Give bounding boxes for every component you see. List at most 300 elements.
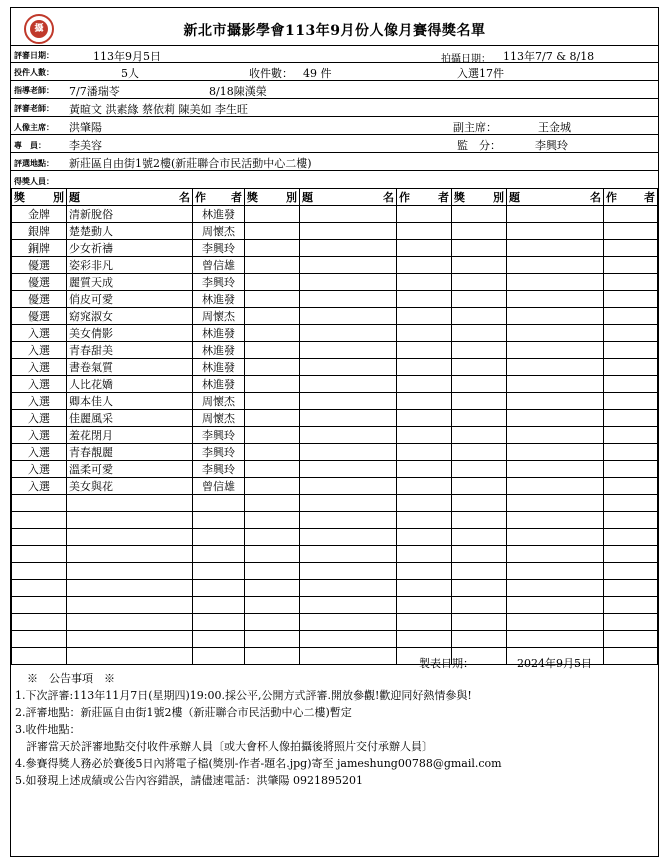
table-row <box>12 427 658 444</box>
author-cell <box>604 444 658 461</box>
award-cell <box>452 461 507 478</box>
award-cell <box>452 410 507 427</box>
award-cell <box>245 393 300 410</box>
author-cell <box>193 512 245 529</box>
award-cell: 優選 <box>12 274 67 291</box>
author-cell: 李興玲 <box>193 240 245 257</box>
title-cell <box>507 546 604 563</box>
award-cell: 優選 <box>12 308 67 325</box>
title-cell <box>507 563 604 580</box>
title-cell: 青春甜美 <box>67 342 193 359</box>
notice-item: 評審當天於評審地點交付收件承辦人員〔或大會杯人像拍攝後將照片交付承辦人員〕 <box>15 740 433 753</box>
author-cell: 李興玲 <box>193 274 245 291</box>
award-sheet <box>10 7 659 857</box>
author-cell <box>397 223 452 240</box>
award-cell: 優選 <box>12 291 67 308</box>
title-cell: 美女倩影 <box>67 325 193 342</box>
author-cell <box>193 597 245 614</box>
author-cell <box>397 597 452 614</box>
award-cell <box>12 546 67 563</box>
author-cell <box>604 529 658 546</box>
title-cell <box>300 597 397 614</box>
header-author: 作 者 <box>604 189 658 206</box>
award-cell: 銀牌 <box>12 223 67 240</box>
title-cell: 人比花嬌 <box>67 376 193 393</box>
table-row <box>12 206 658 223</box>
award-cell <box>452 529 507 546</box>
title-cell <box>507 478 604 495</box>
award-cell: 優選 <box>12 257 67 274</box>
author-cell <box>604 257 658 274</box>
title-cell <box>507 529 604 546</box>
author-cell <box>604 631 658 648</box>
header-author: 作 者 <box>193 189 245 206</box>
author-cell <box>397 257 452 274</box>
table-row <box>12 223 658 240</box>
author-cell <box>397 393 452 410</box>
author-cell <box>604 325 658 342</box>
author-cell: 周懷杰 <box>193 410 245 427</box>
author-cell: 周懷杰 <box>193 393 245 410</box>
award-cell <box>452 546 507 563</box>
author-cell <box>397 529 452 546</box>
notice-title: ※ 公告事項 ※ <box>27 672 115 685</box>
award-cell <box>245 512 300 529</box>
vice-chair-label: 副主席： <box>453 121 497 134</box>
received-label: 收件數： <box>249 67 293 80</box>
table-row <box>12 410 658 427</box>
title-cell <box>300 478 397 495</box>
table-row <box>12 597 658 614</box>
divider <box>11 62 658 63</box>
title-cell <box>507 359 604 376</box>
award-cell <box>452 240 507 257</box>
award-cell <box>245 257 300 274</box>
award-cell <box>452 342 507 359</box>
instructor-label: 指導老師： <box>14 85 54 95</box>
award-cell <box>245 342 300 359</box>
author-cell <box>604 512 658 529</box>
table-row <box>12 512 658 529</box>
award-cell <box>12 614 67 631</box>
supervisor-label: 監 分： <box>457 139 501 152</box>
winners-label: 得獎人員： <box>14 176 54 186</box>
author-cell <box>397 512 452 529</box>
chair: 洪肇陽 <box>69 121 102 134</box>
table-row <box>12 580 658 597</box>
notice-item: 5.如發現上述成績或公告內容錯誤，請儘速電話：洪肇陽 0921895201 <box>15 774 363 787</box>
award-cell <box>245 325 300 342</box>
award-cell <box>452 325 507 342</box>
title-cell <box>300 308 397 325</box>
table-row <box>12 274 658 291</box>
author-cell <box>397 546 452 563</box>
table-row <box>12 563 658 580</box>
title-cell <box>300 223 397 240</box>
title-cell: 清新脫俗 <box>67 206 193 223</box>
award-cell <box>452 308 507 325</box>
award-cell <box>452 597 507 614</box>
title-cell <box>507 444 604 461</box>
award-cell <box>245 240 300 257</box>
award-cell <box>452 580 507 597</box>
title-cell: 書卷氣質 <box>67 359 193 376</box>
table-row <box>12 325 658 342</box>
author-cell <box>397 461 452 478</box>
award-cell <box>12 597 67 614</box>
table-row <box>12 461 658 478</box>
table-row <box>12 393 658 410</box>
author-cell <box>397 240 452 257</box>
title-cell <box>67 529 193 546</box>
table-row <box>12 291 658 308</box>
author-cell: 李興玲 <box>193 444 245 461</box>
author-cell: 林進發 <box>193 291 245 308</box>
title-cell <box>300 512 397 529</box>
header-award: 獎 別 <box>12 189 67 206</box>
award-cell <box>245 223 300 240</box>
divider <box>11 134 658 135</box>
director: 李美容 <box>69 139 102 152</box>
title-cell <box>300 342 397 359</box>
title-cell <box>300 376 397 393</box>
author-cell <box>193 529 245 546</box>
award-cell <box>245 376 300 393</box>
awards-table <box>11 188 658 665</box>
title-cell: 楚楚動人 <box>67 223 193 240</box>
author-cell <box>397 427 452 444</box>
header-title: 題 名 <box>67 189 193 206</box>
award-cell <box>245 444 300 461</box>
author-cell: 林進發 <box>193 342 245 359</box>
title-cell <box>300 274 397 291</box>
author-cell <box>193 580 245 597</box>
judges: 黃暄文 洪素緣 蔡依莉 陳美如 李生旺 <box>69 103 248 116</box>
award-cell <box>12 495 67 512</box>
title-cell <box>507 342 604 359</box>
notice-item: 2.評審地點：新莊區自由街1號2樓（新莊聯合市民活動中心二樓)暫定 <box>15 706 352 719</box>
received: 49 件 <box>303 67 332 80</box>
chair-label: 人像主席： <box>14 122 54 132</box>
title-cell <box>300 631 397 648</box>
title-cell <box>300 546 397 563</box>
divider <box>11 45 658 46</box>
title-cell <box>507 410 604 427</box>
award-cell <box>245 461 300 478</box>
title-cell <box>300 393 397 410</box>
award-cell <box>12 631 67 648</box>
award-cell <box>245 427 300 444</box>
award-cell: 入選 <box>12 393 67 410</box>
title-cell: 美女與花 <box>67 478 193 495</box>
title-cell <box>67 512 193 529</box>
award-cell <box>245 563 300 580</box>
award-cell <box>245 614 300 631</box>
table-row <box>12 529 658 546</box>
author-cell: 周懷杰 <box>193 223 245 240</box>
title-cell: 溫柔可愛 <box>67 461 193 478</box>
notice-section <box>15 648 655 789</box>
award-cell <box>245 580 300 597</box>
title-cell: 少女祈禱 <box>67 240 193 257</box>
award-cell <box>452 512 507 529</box>
divider <box>11 170 658 171</box>
award-cell: 金牌 <box>12 206 67 223</box>
author-cell <box>604 274 658 291</box>
award-cell <box>245 631 300 648</box>
award-cell <box>452 495 507 512</box>
venue-label: 評選地點： <box>14 158 54 168</box>
award-cell <box>12 512 67 529</box>
title-cell <box>300 461 397 478</box>
author-cell <box>193 631 245 648</box>
title-cell <box>300 257 397 274</box>
author-cell <box>604 223 658 240</box>
award-cell: 入選 <box>12 461 67 478</box>
header-title: 題 名 <box>300 189 397 206</box>
table-row <box>12 342 658 359</box>
title-cell <box>507 240 604 257</box>
award-cell <box>452 444 507 461</box>
author-cell <box>397 614 452 631</box>
award-cell <box>245 308 300 325</box>
director-label: 專 員： <box>14 140 46 150</box>
supervisor: 李興玲 <box>535 139 568 152</box>
author-cell: 林進發 <box>193 359 245 376</box>
author-cell <box>397 563 452 580</box>
award-cell <box>245 274 300 291</box>
author-cell <box>193 614 245 631</box>
author-cell <box>604 359 658 376</box>
author-cell <box>397 291 452 308</box>
author-cell <box>604 308 658 325</box>
award-cell <box>452 206 507 223</box>
title-cell <box>300 563 397 580</box>
award-cell <box>452 257 507 274</box>
table-row <box>12 546 658 563</box>
selected-count: 入選17件 <box>457 67 504 80</box>
title-cell: 青春靚麗 <box>67 444 193 461</box>
title-cell <box>67 597 193 614</box>
award-cell: 入選 <box>12 478 67 495</box>
author-cell <box>397 206 452 223</box>
title-cell: 羞花閉月 <box>67 427 193 444</box>
title-cell <box>507 257 604 274</box>
award-cell <box>12 563 67 580</box>
author-cell <box>604 240 658 257</box>
title-cell <box>300 495 397 512</box>
title-cell <box>507 291 604 308</box>
author-cell <box>604 291 658 308</box>
title-cell <box>300 529 397 546</box>
judge-date: 113年9月5日 <box>93 50 161 63</box>
author-cell <box>397 580 452 597</box>
title-cell <box>300 325 397 342</box>
title-cell <box>67 546 193 563</box>
table-row <box>12 478 658 495</box>
author-cell <box>397 631 452 648</box>
header-award: 獎 別 <box>245 189 300 206</box>
author-cell: 李興玲 <box>193 427 245 444</box>
author-cell <box>397 359 452 376</box>
judge-date-label: 評審日期： <box>14 50 54 60</box>
award-cell <box>452 376 507 393</box>
author-cell <box>604 410 658 427</box>
author-cell: 曾信雄 <box>193 478 245 495</box>
title-cell <box>300 359 397 376</box>
judges-label: 評審老師： <box>14 103 54 113</box>
title-cell <box>507 325 604 342</box>
award-cell <box>245 206 300 223</box>
title-cell <box>507 308 604 325</box>
header-title: 題 名 <box>507 189 604 206</box>
author-cell: 林進發 <box>193 206 245 223</box>
author-cell <box>397 478 452 495</box>
author-cell: 林進發 <box>193 376 245 393</box>
title-cell <box>507 206 604 223</box>
title-cell <box>300 614 397 631</box>
author-cell <box>604 546 658 563</box>
table-row <box>12 444 658 461</box>
author-cell <box>397 376 452 393</box>
made-date: 2024年9月5日 <box>517 657 592 670</box>
entrants: 5人 <box>121 67 139 80</box>
title-cell <box>507 461 604 478</box>
table-header-row <box>12 189 658 206</box>
author-cell <box>397 495 452 512</box>
author-cell: 周懷杰 <box>193 308 245 325</box>
author-cell <box>604 461 658 478</box>
award-cell <box>452 614 507 631</box>
award-cell <box>245 359 300 376</box>
author-cell <box>604 342 658 359</box>
title-cell: 俏皮可愛 <box>67 291 193 308</box>
award-cell <box>12 580 67 597</box>
table-row <box>12 240 658 257</box>
award-cell <box>452 563 507 580</box>
title-cell <box>507 512 604 529</box>
award-cell <box>452 631 507 648</box>
notice-item: 4.參賽得獎人務必於賽後5日內將電子檔(獎別-作者-題名.jpg)寄至 jameshung00788@gmail.com <box>15 757 502 770</box>
author-cell <box>604 563 658 580</box>
title-cell <box>507 376 604 393</box>
title-cell <box>300 206 397 223</box>
table-row <box>12 495 658 512</box>
award-cell <box>245 291 300 308</box>
author-cell <box>193 495 245 512</box>
author-cell <box>604 597 658 614</box>
table-row <box>12 614 658 631</box>
award-cell: 入選 <box>12 427 67 444</box>
title-cell: 佳麗風采 <box>67 410 193 427</box>
title-cell <box>300 427 397 444</box>
title-cell: 麗質天成 <box>67 274 193 291</box>
title-cell <box>507 274 604 291</box>
divider <box>11 80 658 81</box>
table-row <box>12 257 658 274</box>
table-row <box>12 359 658 376</box>
award-cell <box>12 529 67 546</box>
award-cell <box>452 393 507 410</box>
notice-item: 3.收件地點： <box>15 723 81 736</box>
title-cell <box>507 631 604 648</box>
shoot-date: 113年7/7 & 8/18 <box>503 50 595 63</box>
award-cell <box>452 478 507 495</box>
author-cell <box>397 308 452 325</box>
author-cell <box>397 342 452 359</box>
vice-chair: 王金城 <box>538 121 571 134</box>
entrants-label: 投件人數： <box>14 67 54 77</box>
title-cell <box>300 240 397 257</box>
author-cell <box>604 478 658 495</box>
title-cell <box>300 580 397 597</box>
award-cell <box>452 359 507 376</box>
page-title: 新北市攝影學會113年9月份人像月賽得獎名單 <box>183 23 486 39</box>
author-cell <box>193 563 245 580</box>
title-cell: 姿彩非凡 <box>67 257 193 274</box>
made-date-label: 製表日期： <box>419 657 474 670</box>
award-cell: 入選 <box>12 444 67 461</box>
award-cell: 入選 <box>12 359 67 376</box>
award-cell <box>245 546 300 563</box>
table-row <box>12 308 658 325</box>
title-cell <box>67 614 193 631</box>
venue: 新莊區自由街1號2樓(新莊聯合市民活動中心二樓) <box>69 157 312 170</box>
author-cell <box>397 274 452 291</box>
title-cell <box>67 580 193 597</box>
award-cell: 銅牌 <box>12 240 67 257</box>
shoot-date-label: 拍攝日期： <box>441 54 491 65</box>
title-cell <box>507 393 604 410</box>
instructor-2: 8/18陳漢榮 <box>209 85 267 98</box>
author-cell: 曾信雄 <box>193 257 245 274</box>
award-cell <box>452 291 507 308</box>
award-cell: 入選 <box>12 410 67 427</box>
title-cell <box>300 291 397 308</box>
title-cell: 窈窕淑女 <box>67 308 193 325</box>
author-cell <box>604 376 658 393</box>
author-cell <box>604 427 658 444</box>
title-cell <box>67 631 193 648</box>
author-cell <box>397 410 452 427</box>
title-cell: 卿本佳人 <box>67 393 193 410</box>
award-cell <box>245 410 300 427</box>
title-cell <box>300 410 397 427</box>
author-cell: 李興玲 <box>193 461 245 478</box>
title-cell <box>67 495 193 512</box>
table-row <box>12 631 658 648</box>
title-cell <box>507 614 604 631</box>
header-award: 獎 別 <box>452 189 507 206</box>
award-cell <box>452 223 507 240</box>
divider <box>11 152 658 153</box>
award-cell <box>452 274 507 291</box>
table-row <box>12 376 658 393</box>
author-cell <box>604 580 658 597</box>
instructor-1: 7/7潘瑞苓 <box>69 85 120 98</box>
author-cell <box>604 393 658 410</box>
title-cell <box>507 223 604 240</box>
author-cell <box>397 444 452 461</box>
award-cell: 入選 <box>12 342 67 359</box>
award-cell: 入選 <box>12 376 67 393</box>
award-cell: 入選 <box>12 325 67 342</box>
award-cell <box>452 427 507 444</box>
title-cell <box>507 580 604 597</box>
notice-item: 1.下次評審:113年11月7日(星期四)19:00.採公平,公開方式評審.開放參觀!歡迎同好熱情參與! <box>15 689 472 702</box>
author-cell <box>604 495 658 512</box>
title-cell <box>507 427 604 444</box>
